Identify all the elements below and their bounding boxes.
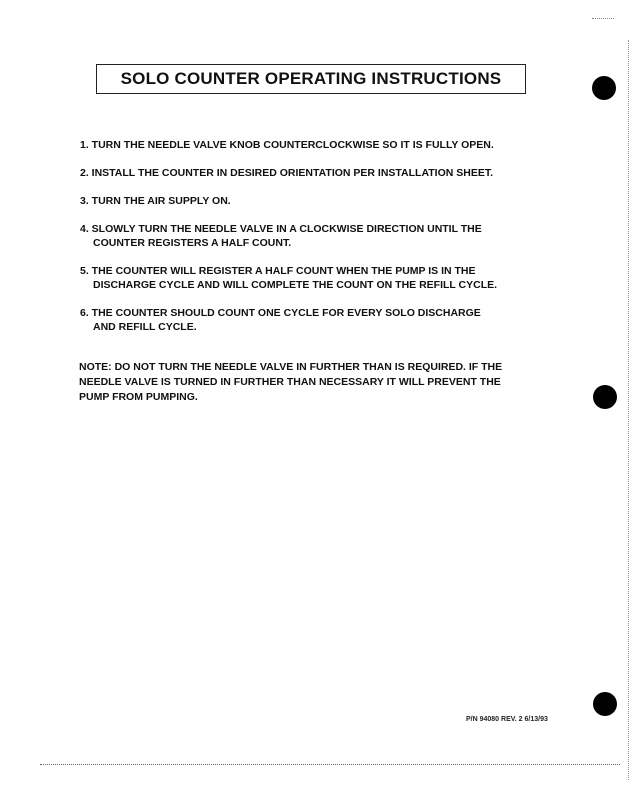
instruction-step-2: 2. INSTALL THE COUNTER IN DESIRED ORIENTATION PER INSTALLATION SHEET. [80, 167, 494, 179]
title-box [96, 64, 526, 94]
scan-noise-line [40, 764, 620, 767]
note-line: NEEDLE VALVE IS TURNED IN FURTHER THAN NECESSARY IT WILL PREVENT THE [79, 376, 501, 388]
instruction-step-3: 3. TURN THE AIR SUPPLY ON. [80, 195, 231, 207]
binder-hole-icon [593, 692, 617, 716]
binder-hole-icon [593, 385, 617, 409]
instruction-step-1: 1. TURN THE NEEDLE VALVE KNOB COUNTERCLOCKWISE SO IT IS FULLY OPEN. [80, 139, 494, 151]
part-number-label: P/N 94080 REV. 2 6/13/93 [466, 716, 548, 723]
instruction-step-6: 6. THE COUNTER SHOULD COUNT ONE CYCLE FOR EVERY SOLO DISCHARGE AND REFILL CYCLE. [80, 307, 481, 333]
note-line: PUMP FROM PUMPING. [79, 391, 198, 403]
page-title: SOLO COUNTER OPERATING INSTRUCTIONS [120, 69, 502, 88]
binder-hole-icon [592, 76, 616, 100]
note-paragraph [79, 360, 579, 405]
scan-speck [592, 18, 614, 20]
scan-edge-line [628, 40, 630, 780]
instruction-step-4: 4. SLOWLY TURN THE NEEDLE VALVE IN A CLOCKWISE DIRECTION UNTIL THE COUNTER REGISTERS A HALF COUNT. [80, 223, 482, 249]
note-line: NOTE: DO NOT TURN THE NEEDLE VALVE IN FURTHER THAN IS REQUIRED. IF THE [79, 361, 503, 373]
instruction-step-5: 5. THE COUNTER WILL REGISTER A HALF COUNT WHEN THE PUMP IS IN THE DISCHARGE CYCLE AND WILL COMPLETE THE COUNT ON THE REFILL CYCLE. [80, 265, 498, 291]
